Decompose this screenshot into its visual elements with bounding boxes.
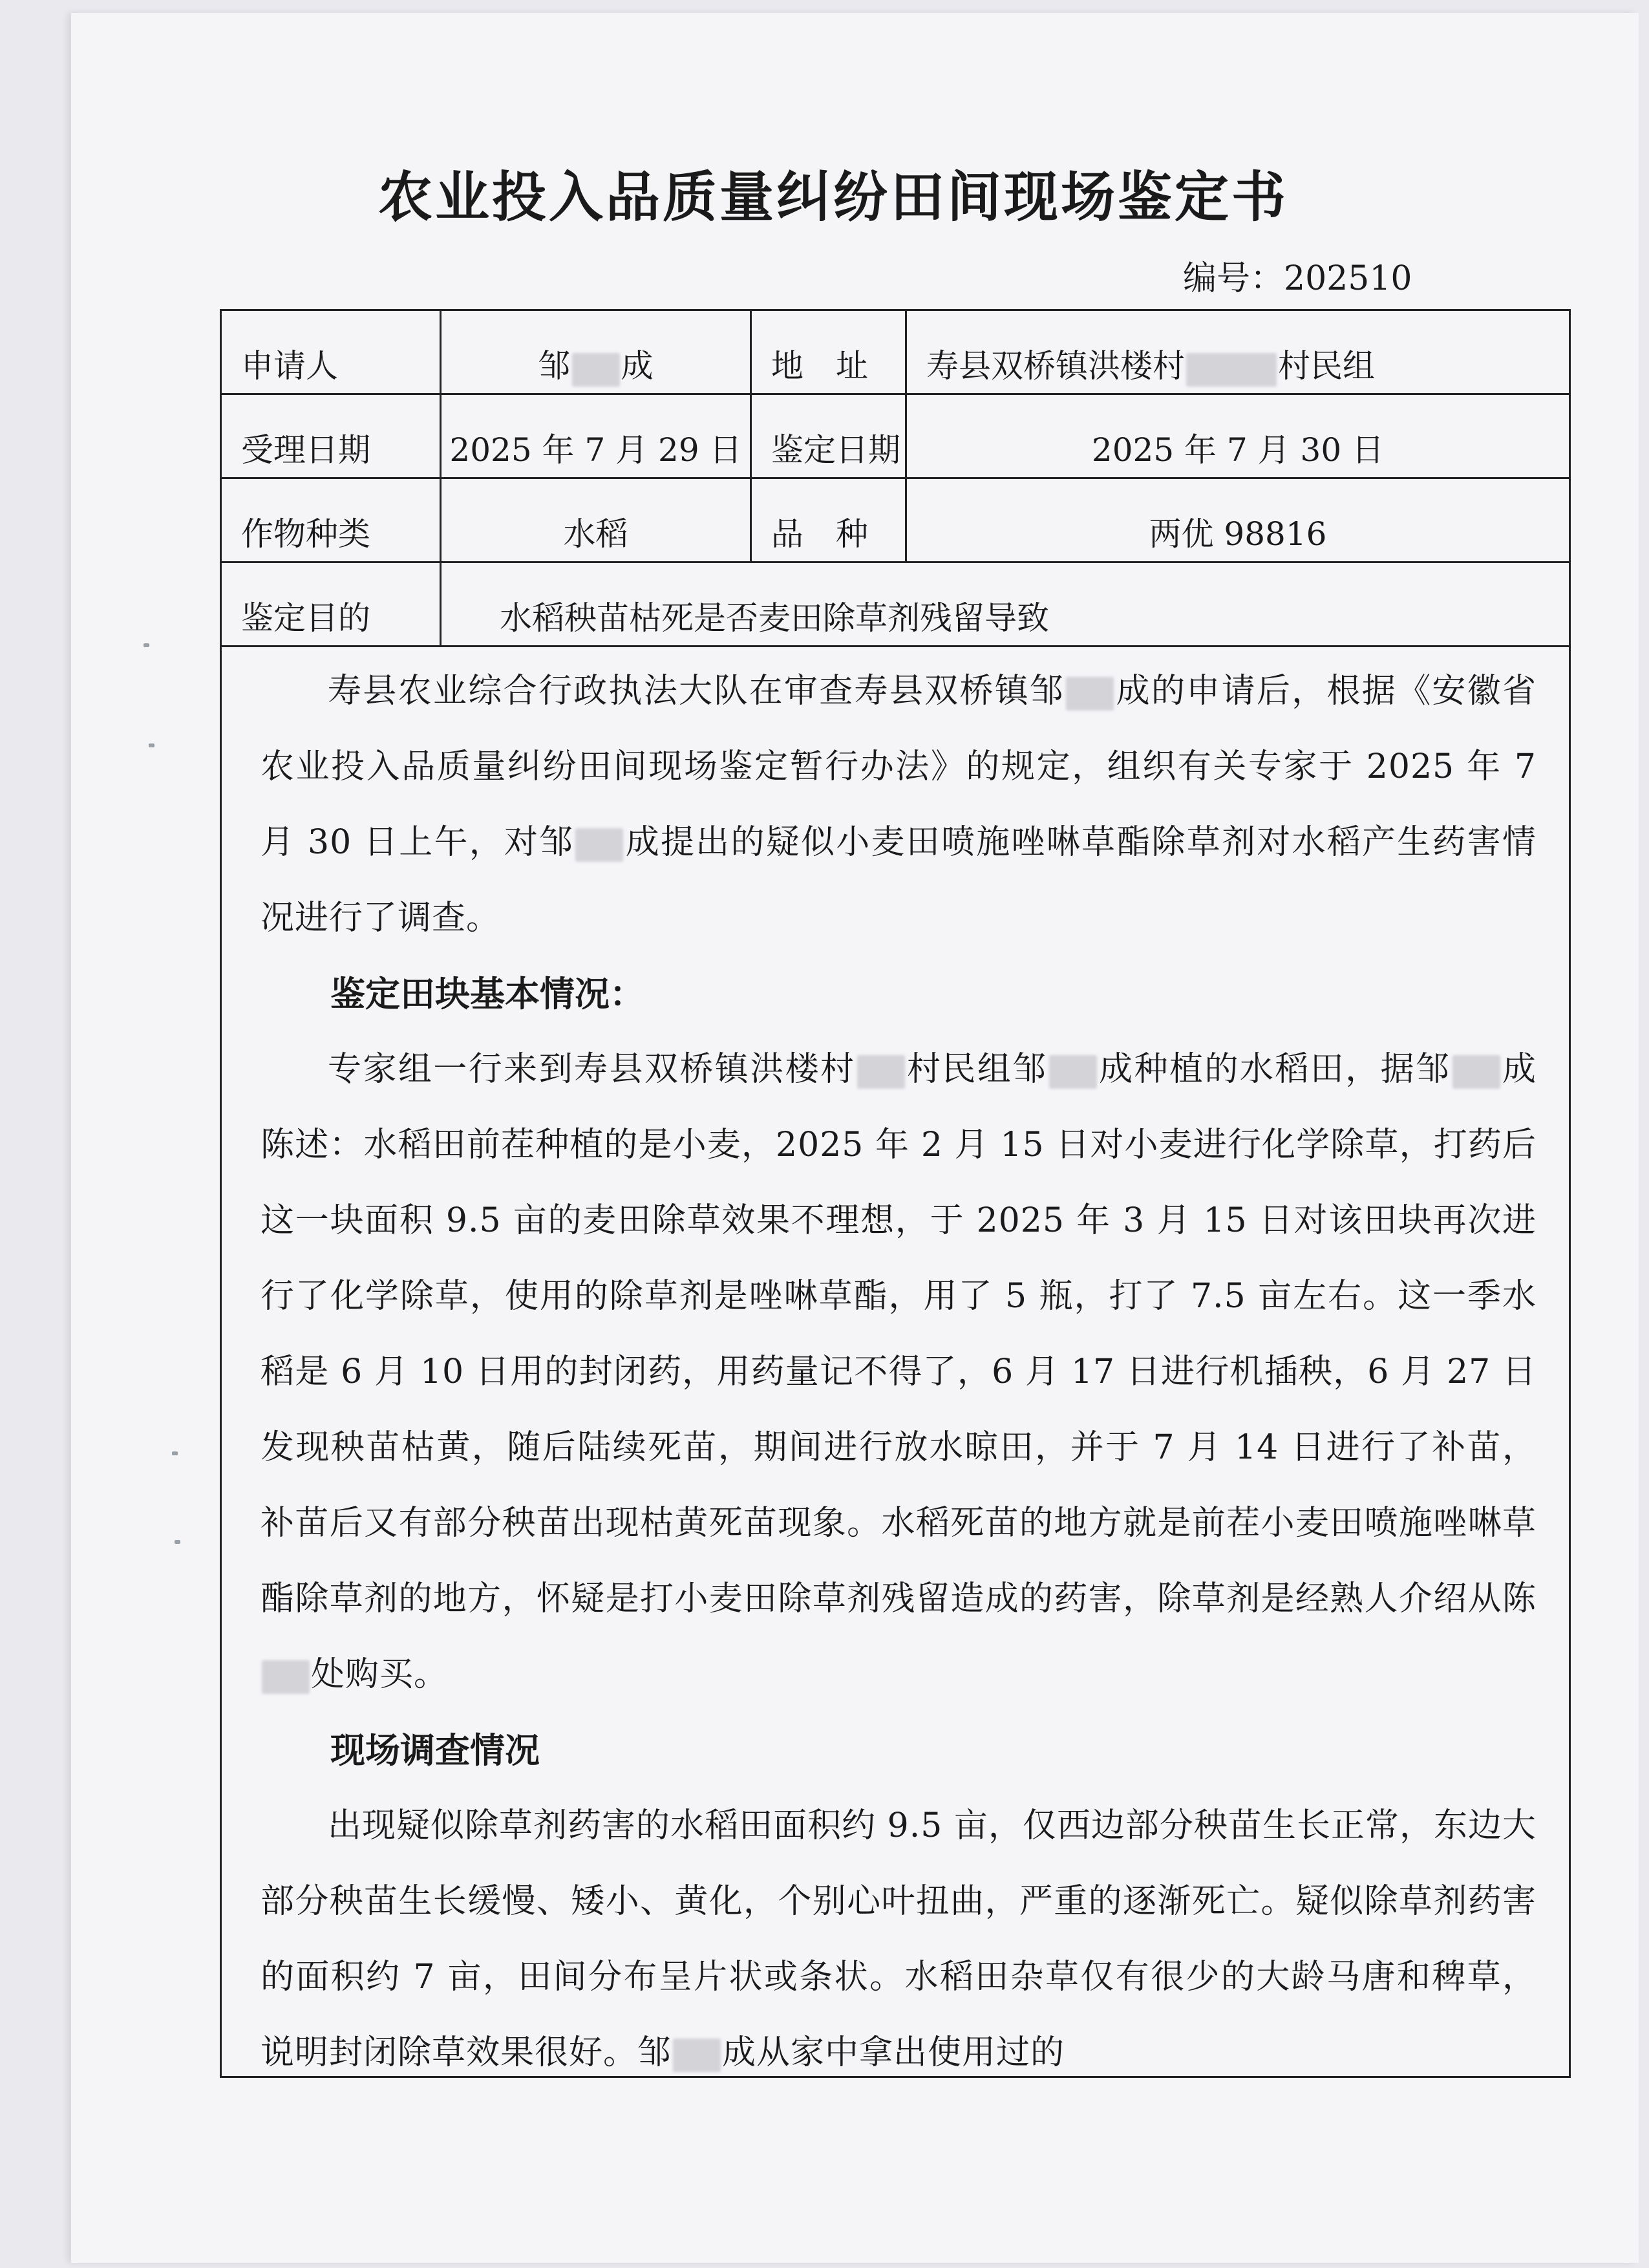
crop-label: 作物种类 xyxy=(222,479,442,561)
address-value xyxy=(907,311,1569,393)
redaction-mark xyxy=(1066,677,1114,711)
redaction-mark xyxy=(673,2038,721,2072)
document-title: 农业投入品质量纠纷田间现场鉴定书 xyxy=(378,166,1289,229)
redaction-mark xyxy=(262,1660,310,1694)
applicant-given-name: 成 xyxy=(621,347,654,385)
applicant-label: 申请人 xyxy=(222,311,442,393)
identify-date-label: 鉴定日期 xyxy=(752,395,907,477)
row-purpose xyxy=(222,563,1569,647)
binding-mark xyxy=(172,1451,178,1455)
intro-text-a: 寿县农业综合行政执法大队在审查寿县双桥镇邹 xyxy=(328,672,1065,711)
purpose-label: 鉴定目的 xyxy=(222,563,442,645)
purpose-value: 水稻秧苗枯死是否麦田除草剂残留导致 xyxy=(500,599,1049,637)
show-through xyxy=(226,103,1131,140)
applicant-surname: 邹 xyxy=(538,347,571,385)
appraisal-body xyxy=(222,647,1569,2076)
redaction-mark xyxy=(575,828,623,862)
section-heading-field-basics: 鉴定田块基本情况： xyxy=(330,974,644,1014)
row-dates xyxy=(222,395,1569,479)
survey-text-a: 出现疑似除草剂药害的水稻田面积约 9.5 亩，仅西边部分秧苗生长正常，东边大部分秧苗生长缓慢、矮小、黄化，个别心叶扭曲，严重的逐渐死亡。疑似除草剂药害的面积约 7 亩，田间分布呈片状或条状。水稻田杂草仅有很少的大龄马唐和稗草，说明封闭除草效果很好。邹 xyxy=(261,1806,1537,2072)
row-crop xyxy=(222,479,1569,563)
binding-mark xyxy=(149,744,154,747)
field-text-a: 专家组一行来到寿县双桥镇洪楼村 xyxy=(328,1050,856,1089)
field-text-e: 处购买。 xyxy=(311,1655,449,1694)
field-text-b: 村民组邹 xyxy=(906,1050,1048,1089)
binding-mark xyxy=(175,1540,180,1544)
redaction-mark xyxy=(572,353,620,387)
survey-text-b: 成从家中拿出使用过的 xyxy=(722,2033,1065,2072)
appraisal-table xyxy=(220,309,1571,2078)
binding-mark xyxy=(144,643,149,647)
row-applicant xyxy=(222,311,1569,395)
accept-date-label: 受理日期 xyxy=(222,395,442,477)
address-label: 地 址 xyxy=(752,311,907,393)
document-page xyxy=(71,13,1639,2263)
variety-label: 品 种 xyxy=(752,479,907,561)
section-heading-site-survey: 现场调查情况 xyxy=(330,1730,540,1771)
intro-text-c: 成提出的疑似小麦田喷施唑啉草酯除草剂对水稻产生药害情况进行了调查。 xyxy=(261,823,1537,937)
redaction-mark xyxy=(1049,1055,1097,1089)
applicant-value xyxy=(442,311,752,393)
document-number: 编号：202510 xyxy=(1183,259,1412,298)
accept-date-value: 2025 年 7 月 29 日 xyxy=(442,395,752,477)
redaction-mark xyxy=(1186,353,1277,387)
address-value-pre: 寿县双桥镇洪楼村 xyxy=(926,347,1185,385)
redaction-mark xyxy=(1452,1055,1500,1089)
field-text-d: 成陈述：水稻田前茬种植的是小麦，2025 年 2 月 15 日对小麦进行化学除草，打药后这一块面积 9.5 亩的麦田除草效果不理想，于 2025 年 3 月 15 日对该田块再次进行了化学除草，使用的除草剂是唑啉草酯，用了 5 瓶，打了 7.5 亩左右。这一季水稻是 6 月 10 日用的封闭药，用药量记不得了，6 月 17 日进行机插秧，6 月 27 日发现秧苗枯黄，随后陆续死苗，期间进行放水晾田，并于 7 月 14 日进行了补苗，补苗后又有部分秧苗出现枯黄死苗现象。水稻死苗的地方就是前茬小麦田喷施唑啉草酯除草剂的地方，怀疑是打小麦田除草剂残留造成的药害，除草剂是经熟人介绍从陈 xyxy=(261,1050,1537,1618)
field-basics-paragraph xyxy=(261,1032,1537,1713)
site-survey-paragraph xyxy=(261,1788,1537,2091)
redaction-mark xyxy=(857,1055,905,1089)
identify-date-value: 2025 年 7 月 30 日 xyxy=(1091,431,1385,469)
variety-value: 两优 98816 xyxy=(1149,515,1327,553)
field-text-c: 成种植的水稻田，据邹 xyxy=(1098,1050,1451,1089)
intro-text-b: 成的申请后，根据《安徽省农业投入品质量纠纷田间现场鉴定暂行办法》的规定，组织有关专家于 2025 年 7 月 30 日上午，对邹 xyxy=(261,672,1537,862)
address-value-post: 村民组 xyxy=(1278,347,1375,385)
intro-paragraph xyxy=(261,654,1537,956)
crop-value: 水稻 xyxy=(442,479,752,561)
